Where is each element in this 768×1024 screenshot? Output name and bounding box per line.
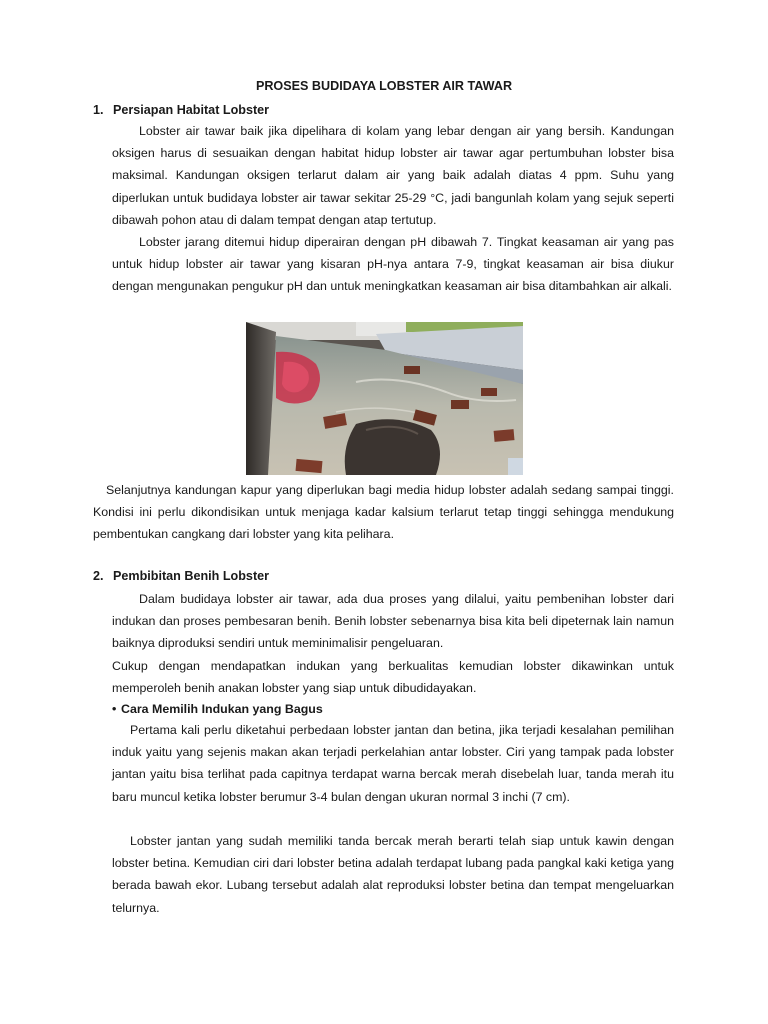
section-2-paragraph-4: Lobster jantan yang sudah memiliki tanda bercak merah berarti telah siap untuk kawin dengan lobster betina. Kemudian ciri dari lobster betina adalah terdapat lubang pada pangkal kaki ketiga yang berada bawah ekor. Lubang tersebut adalah alat reproduksi lobster betina dan tempat mengeluarkan telurnya. (112, 834, 674, 915)
section-2-number: 2. (93, 569, 104, 583)
section-2-paragraph-1: Dalam budidaya lobster air tawar, ada dua proses yang dilalui, yaitu pembenihan lobster dari indukan dan proses pembesaran benih. Benih lobster sebenarnya bisa kita beli dipeternak lain namun baiknya diproduksi sendiri untuk meminimalisir pengeluaran. (112, 592, 674, 651)
section-2-paragraph-3: Pertama kali perlu diketahui perbedaan lobster jantan dan betina, jika terjadi kesalahan pemilihan induk yaitu yang sejenis makan akan terjadi perkelahian antar lobster. Ciri yang tampak pada lobster jantan yaitu bisa terlihat pada capitnya terdapat warna bercak merah disebelah luar, tanda merah itu baru muncul ketika lobster berumur 3-4 bulan dengan ukuran normal 3 inchi (7 cm). (112, 723, 674, 804)
section-1-heading (93, 103, 269, 117)
bullet-icon: • (112, 702, 117, 716)
section-2-paragraph-2: Cukup dengan mendapatkan indukan yang berkualitas kemudian lobster dikawinkan untuk memperoleh benih anakan lobster yang siap untuk dibudidayakan. (112, 659, 674, 696)
section-2-bullet (112, 702, 323, 716)
section-2-heading (93, 569, 269, 583)
section-1-paragraph-2: Lobster jarang ditemui hidup diperairan dengan pH dibawah 7. Tingkat keasaman air yang pas untuk hidup lobster air tawar yang kisaran pH-nya antara 7-9, tingkat keasaman air bisa diukur dengan mengunakan pengukur pH dan untuk meningkatkan keasaman air bisa ditambahkan air alkali. (112, 235, 674, 294)
section-1-number: 1. (93, 103, 104, 117)
section-1-paragraph-1: Lobster air tawar baik jika dipelihara di kolam yang lebar dengan air yang bersih. Kandungan oksigen harus di sesuaikan dengan habitat hidup lobster air tawar agar pertumbuhan lobster bisa maksimal. Kandungan oksigen terlarut dalam air yang baik adalah diatas 4 ppm. Suhu yang diperlukan untuk budidaya lobster air tawar sekitar 25-29 °C, jadi bangunlah kolam yang sejuk seperti dibawah pohon atau di dalam tempat dengan atap tertutup. (112, 124, 674, 227)
lobster-pond-photo (246, 322, 523, 475)
document-title: PROSES BUDIDAYA LOBSTER AIR TAWAR (255, 79, 513, 93)
section-1-title: Persiapan Habitat Lobster (113, 103, 270, 117)
section-2-title: Pembibitan Benih Lobster (113, 569, 270, 583)
section-1-paragraph-3: Selanjutnya kandungan kapur yang diperlukan bagi media hidup lobster adalah sedang sampai tinggi. Kondisi ini perlu dikondisikan untuk menjaga kadar kalsium terlarut tetap tinggi sehingga mendukung pembentukan cangkang dari lobster yang kita pelihara. (93, 483, 674, 542)
bullet-text: Cara Memilih Indukan yang Bagus (121, 702, 323, 716)
